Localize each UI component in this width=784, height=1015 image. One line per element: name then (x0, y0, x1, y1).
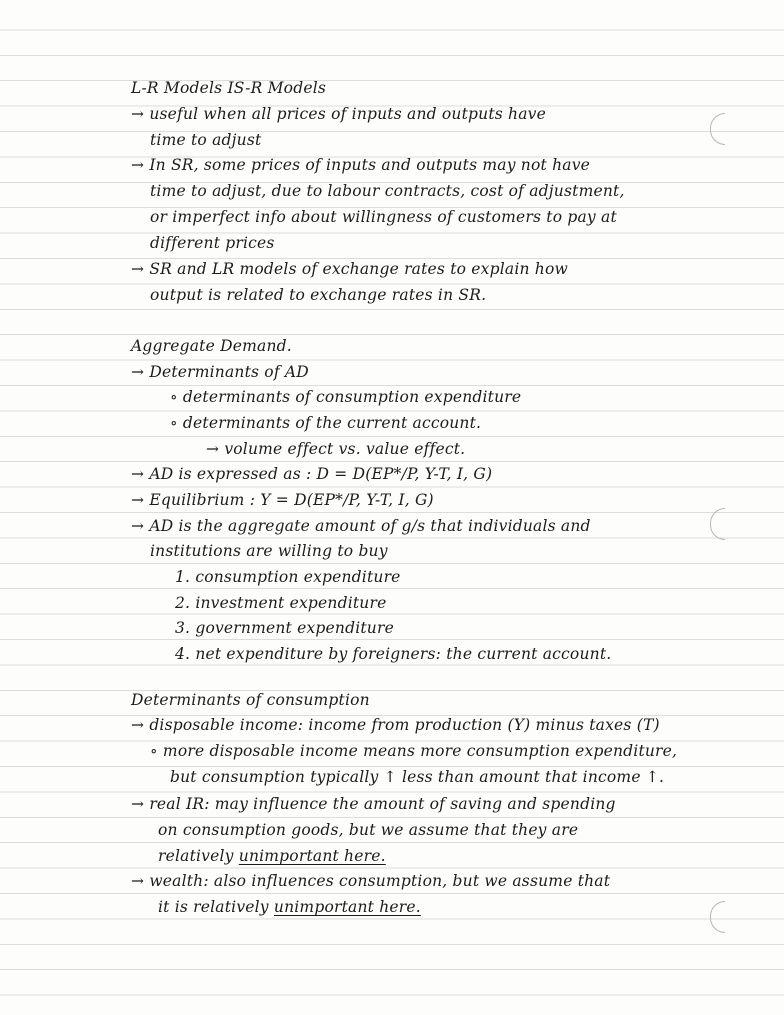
note-line: but consumption typically ↑ less than amount that income ↑. (170, 768, 665, 786)
note-line: output is related to exchange rates in SR. (150, 286, 487, 304)
note-text: it is relatively (158, 898, 269, 916)
note-line: → Determinants of AD (131, 363, 309, 381)
note-line (158, 897, 421, 917)
note-line: or imperfect info about willingness of customers to pay at (150, 208, 617, 226)
note-line: ∘ more disposable income means more consumption expenditure, (150, 742, 678, 760)
note-line: time to adjust, due to labour contracts, cost of adjustment, (150, 182, 625, 200)
note-line: institutions are willing to buy (150, 542, 388, 560)
note-line: → In SR, some prices of inputs and outputs may not have (131, 156, 591, 174)
note-line: → wealth: also influences consumption, but we assume that (131, 872, 611, 890)
note-line: → useful when all prices of inputs and outputs have (131, 105, 547, 123)
note-line: → SR and LR models of exchange rates to explain how (131, 260, 568, 278)
note-line (158, 846, 386, 866)
note-line: time to adjust (150, 131, 262, 149)
note-line: → real IR: may influence the amount of saving and spending (131, 795, 616, 813)
list-item: 4. net expenditure by foreigners: the current account. (175, 645, 612, 663)
note-line: ∘ determinants of consumption expenditure (170, 388, 522, 406)
note-line: ∘ determinants of the current account. (170, 414, 482, 432)
binder-hole-icon (710, 508, 725, 540)
note-line: → AD is expressed as : D = D(EP*/P, Y-T, I, G) (131, 465, 493, 483)
underlined-text: unimportant here. (238, 847, 386, 865)
section-heading: Determinants of consumption (131, 691, 370, 709)
binder-hole-icon (710, 901, 725, 933)
note-line: → volume effect vs. value effect. (206, 440, 466, 458)
note-line: on consumption goods, but we assume that they are (158, 821, 579, 839)
note-line: different prices (150, 234, 275, 252)
list-item: 1. consumption expenditure (175, 568, 401, 586)
section-heading: Aggregate Demand. (131, 337, 292, 355)
note-line: → Equilibrium : Y = D(EP*/P, Y-T, I, G) (131, 491, 434, 509)
note-text: relatively (158, 847, 234, 865)
note-line: → disposable income: income from production (Y) minus taxes (T) (131, 716, 660, 734)
binder-hole-icon (710, 113, 725, 145)
note-heading: L-R Models IS-R Models (131, 79, 327, 97)
note-line: → AD is the aggregate amount of g/s that individuals and (131, 517, 591, 535)
underlined-text: unimportant here. (273, 898, 421, 916)
list-item: 2. investment expenditure (175, 594, 387, 612)
list-item: 3. government expenditure (175, 619, 394, 637)
